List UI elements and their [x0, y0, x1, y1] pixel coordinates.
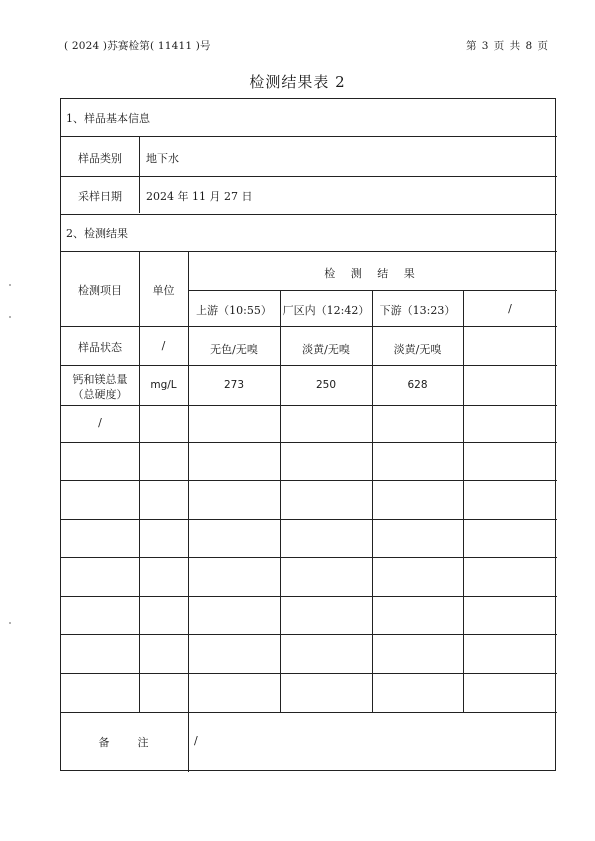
scan-speck [9, 316, 11, 318]
rule [61, 214, 557, 215]
rule [139, 136, 140, 213]
rule [61, 251, 557, 252]
site-header-upstream: 上游（10:55） [196, 304, 272, 317]
row-item-slash: / [98, 416, 102, 429]
rule [463, 290, 464, 712]
sample-type-value: 地下水 [146, 152, 179, 165]
results-table [60, 98, 556, 771]
cell-value: 无色/无嗅 [210, 343, 258, 356]
remarks-value: / [194, 734, 198, 747]
rule [139, 251, 140, 712]
row-unit: / [161, 339, 166, 352]
rule [61, 712, 557, 713]
row-item-hardness-line2: （总硬度） [72, 388, 128, 401]
rule [61, 634, 557, 635]
rule [61, 519, 557, 520]
report-number: ( 2024 )苏赛检第( 11411 )号 [64, 40, 211, 52]
sample-type-label: 样品类别 [78, 152, 122, 165]
site-header-downstream: 下游（13:23） [379, 304, 456, 317]
rule [61, 673, 557, 674]
sampling-date-label: 采样日期 [78, 190, 122, 203]
rule [61, 136, 557, 137]
site-header-plant: 厂区内（12:42） [282, 304, 370, 317]
scan-speck [9, 622, 11, 624]
cell-value: 淡黄/无嗅 [302, 343, 350, 356]
page-info: 第 3 页 共 8 页 [465, 40, 549, 52]
section1-heading: 1、样品基本信息 [66, 112, 150, 125]
col-header-results: 检 测 结 果 [324, 267, 421, 280]
rule [61, 442, 557, 443]
rule [61, 480, 557, 481]
rule [61, 596, 557, 597]
site-header-empty: / [508, 302, 512, 315]
sampling-date-value: 2024 年 11 月 27 日 [146, 190, 253, 203]
remarks-label: 备 注 [98, 736, 151, 749]
cell-value: 628 [407, 379, 428, 391]
cell-value: 273 [223, 379, 245, 391]
col-header-item: 检测项目 [78, 284, 122, 297]
rule [61, 557, 557, 558]
row-item-hardness-line1: 钙和镁总量 [72, 373, 128, 386]
rule [61, 326, 557, 327]
rule [61, 405, 557, 406]
rule [61, 176, 557, 177]
col-header-unit: 单位 [152, 284, 175, 297]
row-item-sample-state: 样品状态 [78, 341, 122, 354]
cell-value: 淡黄/无嗅 [393, 343, 442, 356]
cell-value: 250 [315, 379, 337, 391]
scan-speck [9, 284, 11, 286]
rule [188, 251, 189, 772]
page-title: 检测结果表 2 [249, 73, 346, 91]
rule [61, 365, 557, 366]
section2-heading: 2、检测结果 [66, 227, 128, 240]
row-unit: mg/L [150, 379, 177, 391]
